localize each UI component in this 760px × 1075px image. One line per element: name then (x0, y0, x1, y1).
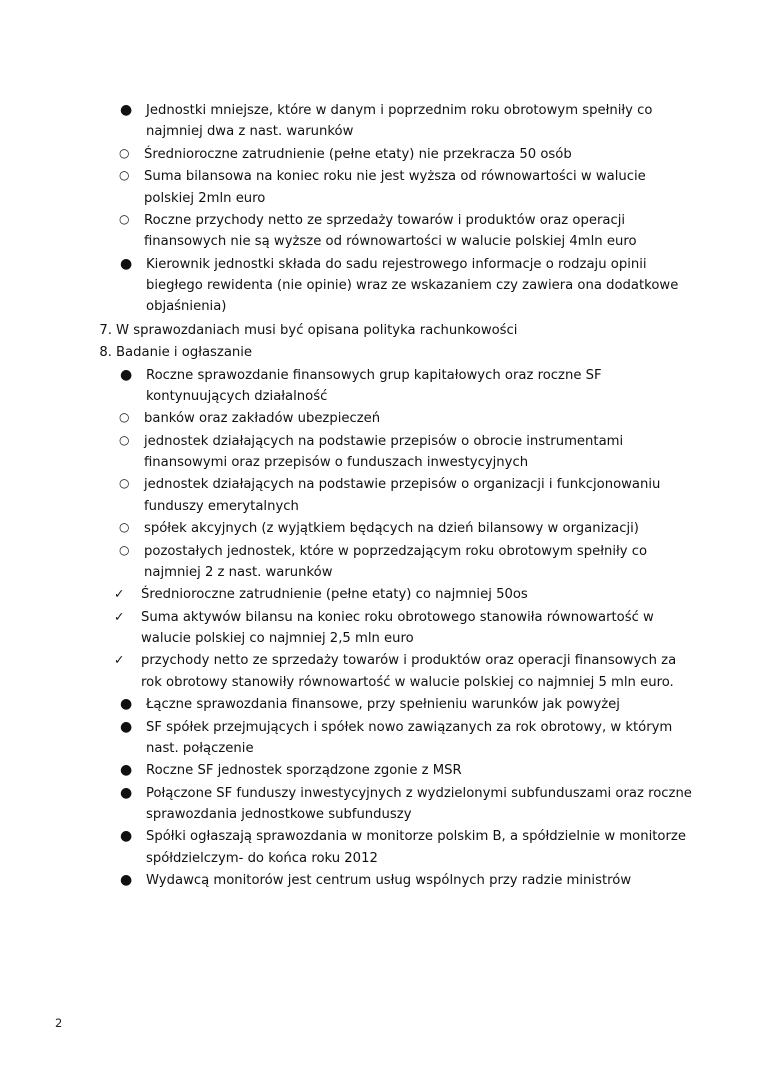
list-check (62, 584, 698, 693)
list-item-text: Roczne przychody netto ze sprzedaży towarów i produktów oraz operacji finansowych nie są wyższe od równowartości w walucie polskiej 4mln euro (144, 212, 637, 250)
list-bullet (62, 365, 698, 408)
list-item (119, 408, 698, 429)
list-item (119, 210, 698, 253)
list-item-text: pozostałych jednostek, które w poprzedzającym roku obrotowym spełniły co najmniej 2 z nast. warunków (144, 543, 648, 580)
list-item-text: SF spółek przejmujących i spółek nowo zawiązanych za rok obrotowy, w którym nast. połączenie (146, 719, 673, 756)
bullet-icon: ● (120, 828, 133, 845)
list-item-text: jednostek działających na podstawie przepisów o organizacji i funkcjonowaniu funduszy emerytalnych (144, 477, 661, 514)
list-bullet (62, 100, 698, 143)
list-item (119, 474, 698, 517)
list-item-text: Roczne sprawozdanie finansowych grup kapitałowych oraz roczne SF kontynuujących działalność (146, 367, 602, 404)
bullet-icon: ● (120, 718, 133, 735)
list-number (62, 320, 698, 364)
list-item-text: Łączne sprawozdania finansowe, przy spełnieniu warunków jak powyżej (146, 697, 620, 713)
circle-bullet-icon: ○ (119, 520, 130, 535)
list-item-text: Badanie i ogłaszanie (116, 345, 253, 361)
check-bullet-icon: ✓ (114, 608, 125, 624)
bullet-icon: ● (120, 696, 133, 713)
circle-bullet-icon: ○ (119, 432, 130, 447)
bullet-icon: ● (120, 784, 133, 801)
list-circle (62, 144, 698, 253)
list-item (114, 650, 698, 693)
list-item-text: Spółki ogłaszają sprawozdania w monitorze polskim B, a spółdzielnie w monitorze spółdzielczym- do końca roku 2012 (146, 829, 686, 866)
list-item-text: Kierownik jednostki składa do sadu rejestrowego informacje o rodzaju opinii biegłego rewidenta (nie opinie) wraz ze wskazaniem czy zawiera ona dodatkowe objaśnienia) (146, 256, 679, 315)
bullet-icon: ● (120, 762, 133, 779)
list-item-text: Średnioroczne zatrudnienie (pełne etaty) co najmniej 50os (141, 587, 528, 603)
check-bullet-icon: ✓ (114, 652, 125, 668)
circle-bullet-icon: ○ (119, 145, 130, 160)
list-item (119, 541, 698, 584)
list-item (119, 166, 698, 209)
list-item (119, 431, 698, 474)
list-bullet (62, 694, 698, 891)
list-item-text: W sprawozdaniach musi być opisana polityka rachunkowości (116, 322, 518, 338)
list-number-marker: 8. (99, 345, 112, 361)
list-item-text: Wydawcą monitorów jest centrum usług wspólnych przy radzie ministrów (146, 873, 632, 889)
circle-bullet-icon: ○ (119, 542, 130, 557)
list-item (120, 100, 698, 143)
list-bullet (62, 254, 698, 318)
list-item (120, 783, 698, 826)
list-item (120, 760, 698, 781)
list-item-text: jednostek działających na podstawie przepisów o obrocie instrumentami finansowymi oraz przepisów o funduszach inwestycyjnych (144, 433, 624, 470)
list-item (119, 518, 698, 539)
list-item (120, 254, 698, 318)
list-item (120, 717, 698, 760)
circle-bullet-icon: ○ (119, 410, 130, 425)
document-body (62, 100, 698, 892)
bullet-icon: ● (120, 872, 133, 889)
list-circle (62, 408, 698, 583)
list-item-text: Roczne SF jednostek sporządzone zgonie z MSR (146, 763, 462, 779)
list-item-text: Suma bilansowa na koniec roku nie jest wyższa od równowartości w walucie polskiej 2mln euro (144, 169, 646, 206)
list-item (120, 870, 698, 891)
list-item (120, 826, 698, 869)
circle-bullet-icon: ○ (119, 211, 130, 226)
list-item-text: Jednostki mniejsze, które w danym i poprzednim roku obrotowym spełniły co najmniej dwa z nast. warunków (146, 103, 653, 140)
list-item-text: przychody netto ze sprzedaży towarów i produktów oraz operacji finansowych za rok obrotowy stanowiły równowartość w walucie polskiej co najmniej 5 mln euro. (141, 653, 677, 690)
list-item-text: spółek akcyjnych (z wyjątkiem będących na dzień bilansowy w organizacji) (144, 521, 639, 537)
list-item-text: Połączone SF funduszy inwestycyjnych z wydzielonymi subfunduszami oraz roczne sprawozdania jednostkowe subfunduszy (146, 785, 692, 822)
page-number: 2 (55, 1016, 63, 1030)
list-number-marker: 7. (99, 322, 112, 338)
list-item (94, 342, 698, 363)
list-item (119, 144, 698, 165)
list-item-text: Średnioroczne zatrudnienie (pełne etaty) nie przekracza 50 osób (144, 146, 572, 162)
list-item-text: banków oraz zakładów ubezpieczeń (144, 411, 381, 427)
list-item-text: Suma aktywów bilansu na koniec roku obrotowego stanowiła równowartość w walucie polskiej co najmniej 2,5 mln euro (141, 609, 654, 646)
list-item (120, 694, 698, 715)
list-item (120, 365, 698, 408)
list-item (114, 607, 698, 650)
list-item (94, 320, 698, 341)
circle-bullet-icon: ○ (119, 168, 130, 183)
check-bullet-icon: ✓ (114, 586, 125, 602)
bullet-icon: ● (120, 366, 133, 383)
bullet-icon: ● (120, 255, 133, 272)
circle-bullet-icon: ○ (119, 476, 130, 491)
list-item (114, 584, 698, 605)
bullet-icon: ● (120, 102, 133, 118)
